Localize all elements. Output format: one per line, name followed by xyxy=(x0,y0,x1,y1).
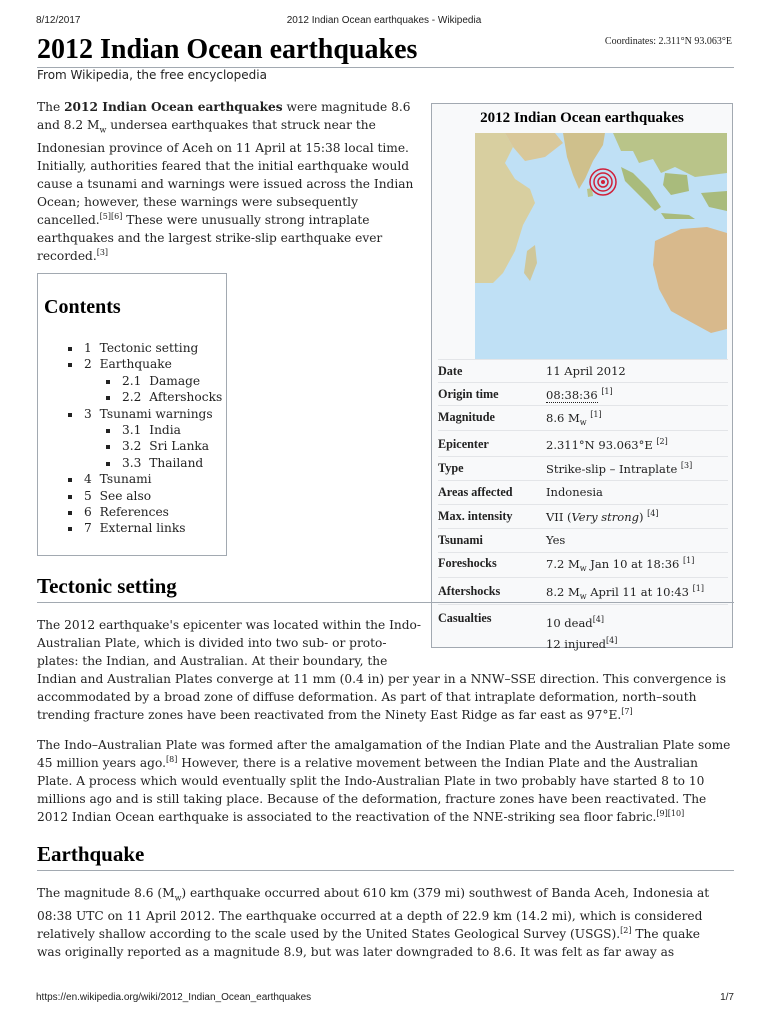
infobox-divider xyxy=(438,382,728,383)
toc-subitem[interactable] xyxy=(68,455,228,471)
infobox-value: April 11 at 10:43 xyxy=(586,584,689,599)
body-line: relatively shallow according to the scale used by the United States Geological Survey (USGS). xyxy=(37,927,621,942)
body-line: Indian and Australian Plates converge at 11 mm (0.4 in) per year in a NNW–SSE direction. This convergence is xyxy=(37,672,726,686)
intro-text: undersea earthquakes that struck near the xyxy=(106,118,376,132)
intro-text: earthquakes and the largest strike-slip earthquake ever xyxy=(37,231,383,246)
infobox-key: Casualties xyxy=(438,611,492,625)
body-line: accommodated by a broad zone of diffuse deformation. As part of that intraplate deformation, north–south xyxy=(37,690,697,704)
toc-number: 2.1 xyxy=(122,373,142,388)
infobox-key: Epicenter xyxy=(438,437,489,451)
infobox-divider xyxy=(438,405,728,406)
infobox-value: 10 dead xyxy=(546,615,593,630)
ref-link[interactable]: [7] xyxy=(621,706,633,716)
intro-text: These were unusually strong intraplate xyxy=(122,213,370,228)
infobox-key: Origin time xyxy=(438,387,499,401)
print-header xyxy=(0,15,768,29)
infobox-sub: w xyxy=(579,564,587,574)
page-tagline: From Wikipedia, the free encyclopedia xyxy=(37,68,267,82)
infobox-value: 12 injured xyxy=(546,636,607,651)
toc-subitem[interactable] xyxy=(68,438,228,454)
infobox-value: 11 April 2012 xyxy=(546,364,626,378)
infobox-divider xyxy=(438,430,728,431)
ref-link[interactable]: [4] xyxy=(592,615,605,624)
toc-item[interactable] xyxy=(68,471,228,487)
ref-link[interactable]: [6] xyxy=(111,212,123,222)
toc-subitem[interactable] xyxy=(68,422,228,438)
body-line: The magnitude 8.6 (M xyxy=(37,886,175,900)
tectonic-paragraph-1 xyxy=(37,616,734,724)
toc-number: 3.1 xyxy=(122,423,142,438)
infobox-sub: w xyxy=(579,592,587,602)
toc-subitem[interactable] xyxy=(68,373,228,389)
infobox-value: 8.2 M xyxy=(546,584,580,599)
infobox-key: Max. intensity xyxy=(438,509,513,523)
ref-link[interactable]: [10] xyxy=(667,808,685,818)
ref-link[interactable]: [1] xyxy=(601,387,613,396)
infobox-value: Jan 10 at 18:36 xyxy=(586,556,680,571)
ref-link[interactable]: [2] xyxy=(656,437,668,446)
body-sub: w xyxy=(174,893,182,903)
earthquake-paragraph xyxy=(37,884,734,961)
infobox-sub: w xyxy=(579,418,587,428)
toc-number: 1 xyxy=(84,341,92,355)
ref-link[interactable]: [3] xyxy=(680,461,693,470)
infobox-key: Areas affected xyxy=(438,485,513,499)
toc-subitem[interactable] xyxy=(68,389,228,405)
print-date: 8/12/2017 xyxy=(36,15,81,26)
intro-text: were magnitude 8.6 xyxy=(282,100,411,114)
toc-number: 7 xyxy=(84,521,92,536)
section-divider xyxy=(37,602,734,603)
infobox-value: 7.2 M xyxy=(546,556,580,571)
toc-item[interactable] xyxy=(68,504,228,520)
toc-item[interactable] xyxy=(68,340,228,356)
page-title: 2012 Indian Ocean earthquakes xyxy=(37,34,418,65)
toc-item[interactable] xyxy=(68,406,228,422)
toc-heading: Contents xyxy=(44,296,121,318)
toc-list xyxy=(68,340,228,537)
print-title: 2012 Indian Ocean earthquakes - Wikipedia xyxy=(286,15,482,26)
toc-number: 5 xyxy=(84,488,92,503)
infobox-divider xyxy=(438,504,728,505)
infobox-value: Indonesia xyxy=(546,485,603,499)
toc-number: 3.2 xyxy=(122,439,142,454)
intro-paragraph xyxy=(37,98,417,265)
infobox-value: Strike-slip – Intraplate xyxy=(546,461,678,476)
epicenter-link[interactable]: 2.311°N 93.063°E xyxy=(546,437,653,452)
intro-text: recorded. xyxy=(37,249,97,264)
ref-link[interactable]: [3] xyxy=(96,248,109,258)
infobox-value: Yes xyxy=(546,533,566,547)
tectonic-paragraph-2 xyxy=(37,736,734,826)
body-line: The quake xyxy=(631,927,700,942)
infobox-key: Type xyxy=(438,461,464,475)
infobox-divider xyxy=(438,604,728,605)
toc-label: Aftershocks xyxy=(149,390,223,405)
ref-link[interactable]: [1] xyxy=(692,584,704,593)
infobox-divider xyxy=(438,456,728,457)
ref-link[interactable]: [5] xyxy=(99,212,112,222)
infobox-key: Aftershocks xyxy=(438,584,501,598)
ref-link[interactable]: [4] xyxy=(606,635,618,645)
intro-text: and 8.2 M xyxy=(37,118,100,132)
toc-label: Sri Lanka xyxy=(149,439,210,454)
ref-link[interactable]: [4] xyxy=(647,509,659,518)
body-line: Plate. A process which would eventually split the Indo-Australian Plate in two probably have started 8 to 10 xyxy=(37,774,705,788)
infobox-key: Foreshocks xyxy=(438,556,497,570)
body-line: ) earthquake occurred about 610 km (379 mi) southwest of Banda Aceh, Indonesia at xyxy=(181,886,710,900)
print-page-number: 1/7 xyxy=(720,992,734,1003)
body-line: 2012 Indian Ocean earthquake is associated to the reactivation of the NNE-striking sea floor fabric. xyxy=(37,810,657,824)
infobox-title: 2012 Indian Ocean earthquakes xyxy=(480,110,684,126)
coordinates xyxy=(605,36,732,47)
toc-item[interactable] xyxy=(68,520,228,536)
body-line: trending fracture zones have been reactivated from the Ninety East Ridge as far east as 97°E. xyxy=(37,708,622,722)
infobox-value: 8.6 M xyxy=(546,410,580,425)
body-line: The Indo–Australian Plate was formed after the amalgamation of the Indian Plate and the Australian Plate some xyxy=(37,738,731,752)
intro-text: Ocean; however, these warnings were subsequently xyxy=(37,195,358,210)
print-url: https://en.wikipedia.org/wiki/2012_Indian_Ocean_earthquakes xyxy=(36,992,312,1003)
intro-text: Indonesian province of Aceh on 11 April at 15:38 local time. xyxy=(37,141,409,156)
toc-item[interactable] xyxy=(68,488,228,504)
toc-number: 3 xyxy=(84,406,92,421)
infobox-divider xyxy=(438,528,728,529)
body-line: plates: the Indian, and Australian. At their boundary, the xyxy=(37,654,388,668)
section-heading-tectonic: Tectonic setting xyxy=(37,574,177,598)
infobox-key: Magnitude xyxy=(438,410,495,424)
body-line: millions ago and is still taking place. Because of the deformation, fracture zones have been reactivated. The xyxy=(37,792,707,806)
toc-label: Tsunami warnings xyxy=(99,406,213,421)
ref-link[interactable]: [8] xyxy=(165,754,178,764)
body-line: was originally reported as a magnitude 8.9, but was later downgraded to 8.6. It was felt as far away as xyxy=(37,945,675,960)
toc-label: References xyxy=(99,505,169,520)
infobox-key: Tsunami xyxy=(438,533,483,547)
intro-sub: w xyxy=(99,125,107,135)
intro-text: cancelled. xyxy=(37,213,100,228)
body-line: The 2012 earthquake's epicenter was located within the Indo- xyxy=(37,618,422,632)
toc-label: External links xyxy=(99,521,186,536)
section-divider xyxy=(37,870,734,871)
toc-label: See also xyxy=(99,488,152,503)
print-footer xyxy=(0,992,768,1006)
toc-label: India xyxy=(149,423,181,438)
coordinates-link[interactable]: 2.311°N 93.063°E xyxy=(658,36,732,47)
ref-link[interactable]: [1] xyxy=(683,556,695,565)
ref-link[interactable]: [2] xyxy=(620,926,632,936)
intro-bold-title: 2012 Indian Ocean earthquakes xyxy=(64,100,283,114)
infobox-key: Date xyxy=(438,364,463,378)
infobox-divider xyxy=(438,552,728,553)
body-line: 45 million years ago. xyxy=(37,756,166,770)
intro-text: Initially, authorities feared that the initial earthquake would xyxy=(37,159,410,174)
toc-number: 3.3 xyxy=(122,455,142,470)
toc-number: 6 xyxy=(84,505,92,520)
toc-label: Tsunami xyxy=(99,472,152,487)
epicenter-marker xyxy=(590,169,616,195)
infobox-divider xyxy=(438,359,728,360)
coordinates-label: Coordinates: xyxy=(604,36,657,47)
toc-label: Tectonic setting xyxy=(99,341,199,355)
toc-number: 2 xyxy=(84,357,92,372)
infobox-value: 08:38:36 xyxy=(546,387,598,402)
toc-number: 4 xyxy=(84,472,92,487)
body-line: 08:38 UTC on 11 April 2012. The earthquake occurred at a depth of 22.9 km (14.2 mi), which is considered xyxy=(37,909,703,924)
intro-text: The xyxy=(37,100,65,114)
toc-number: 2.2 xyxy=(122,390,142,405)
infobox xyxy=(431,103,733,651)
ref-link[interactable]: [1] xyxy=(590,410,602,419)
table-of-contents xyxy=(37,273,227,556)
toc-label: Earthquake xyxy=(99,357,172,372)
infobox-value-em: Very strong xyxy=(571,509,639,524)
section-heading-earthquake: Earthquake xyxy=(37,842,145,866)
infobox-divider xyxy=(438,577,728,578)
body-line: Australian Plate, which is divided into two sub- or proto- xyxy=(37,636,387,650)
body-line: However, there is a relative movement between the Indian Plate and the Australian xyxy=(177,756,698,770)
infobox-divider xyxy=(438,480,728,481)
toc-item[interactable] xyxy=(68,356,228,372)
infobox-value: VII ( xyxy=(546,509,572,524)
infobox-value: ) xyxy=(638,509,644,524)
toc-label: Thailand xyxy=(149,455,204,470)
intro-text: cause a tsunami and warnings were issued across the Indian xyxy=(37,177,414,192)
toc-label: Damage xyxy=(149,373,201,388)
location-map[interactable] xyxy=(475,133,727,359)
ref-link[interactable]: [9] xyxy=(656,808,668,818)
